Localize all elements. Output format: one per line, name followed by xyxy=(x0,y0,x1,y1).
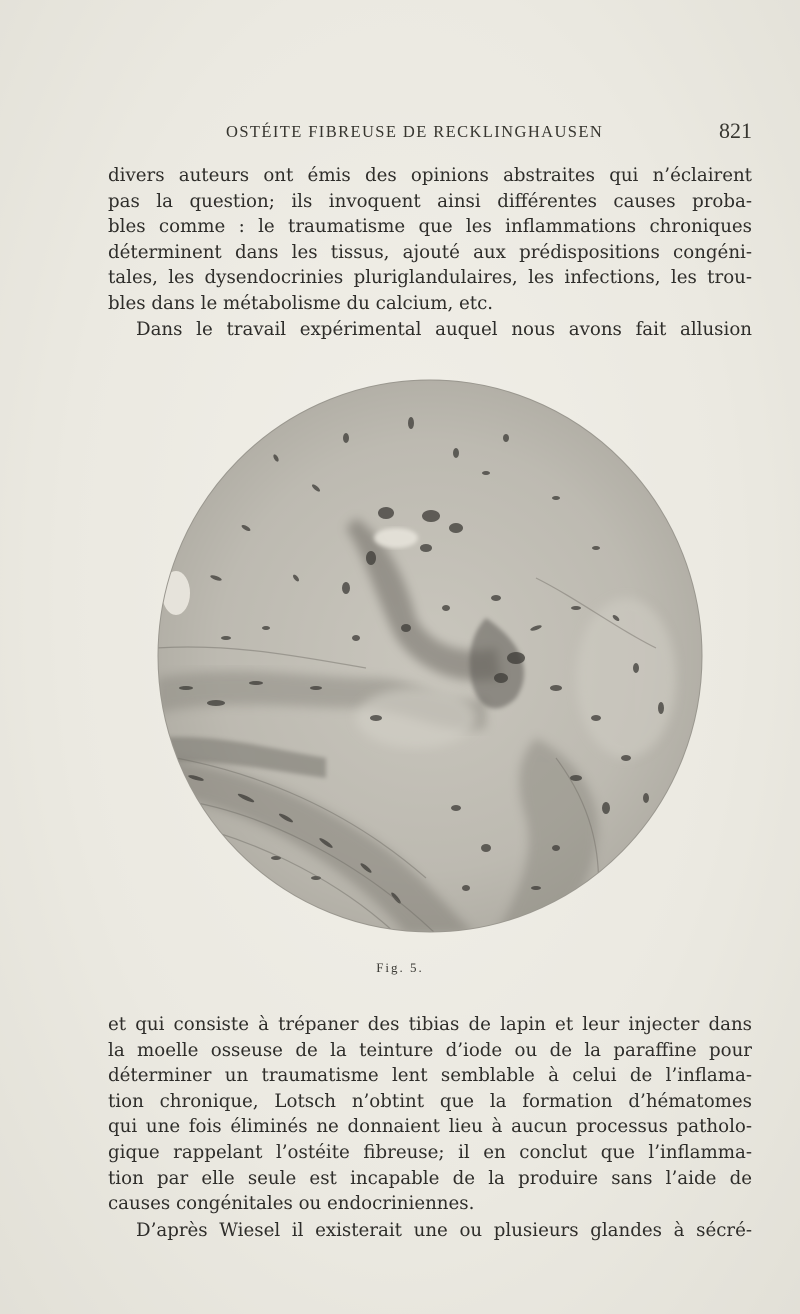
text-line: tion par elle seule est incapable de la produire sans l’aide de xyxy=(108,1167,752,1189)
running-header xyxy=(0,118,800,145)
text-line: pas la question; ils invoquent ainsi différentes causes proba- xyxy=(108,190,752,212)
page-number: 821 xyxy=(719,118,752,143)
text-line: déterminer un traumatisme lent semblable à celui de l’inflama- xyxy=(108,1065,752,1087)
text-line: bles dans le métabolisme du calcium, etc. xyxy=(108,292,494,314)
text-line: tion chronique, Lotsch n’obtint que la formation d’hématomes xyxy=(108,1090,752,1112)
text-line: tales, les dysendocrinies pluriglandulaires, les infections, les trou- xyxy=(108,267,752,289)
text-line: et qui consiste à trépaner des tibias de lapin et leur injecter dans xyxy=(108,1014,752,1035)
text-line: la moelle osseuse de la teinture d’iode ou de la paraffine pour xyxy=(108,1039,752,1061)
running-title: OSTÉITE FIBREUSE DE RECKLINGHAUSEN xyxy=(226,122,604,141)
text-line: divers auteurs ont émis des opinions abstraites qui n’éclairent xyxy=(108,165,752,186)
paragraph-3 xyxy=(108,1012,752,1217)
micrograph-image xyxy=(156,378,704,934)
paragraph-2 xyxy=(108,317,752,343)
text-line: gique rappelant l’ostéite fibreuse; il en conclut que l’inflamma- xyxy=(108,1141,752,1163)
text-line: qui une fois éliminés ne donnaient lieu à aucun processus patholo- xyxy=(108,1116,752,1138)
text-line: déterminent dans les tissus, ajouté aux prédispositions congéni- xyxy=(108,241,752,263)
text-line: D’après Wiesel il existerait une ou plusieurs glandes à sécré- xyxy=(136,1220,752,1241)
micrograph-figure xyxy=(156,378,704,934)
text-line: causes congénitales ou endocriniennes. xyxy=(108,1193,475,1215)
paragraph-1 xyxy=(108,163,752,317)
text-line: bles comme : le traumatisme que les inflammations chroniques xyxy=(108,216,752,238)
figure-caption: Fig. 5. xyxy=(376,960,424,975)
text-line: Dans le travail expérimental auquel nous avons fait allusion xyxy=(136,319,752,340)
paragraph-4 xyxy=(108,1218,752,1244)
